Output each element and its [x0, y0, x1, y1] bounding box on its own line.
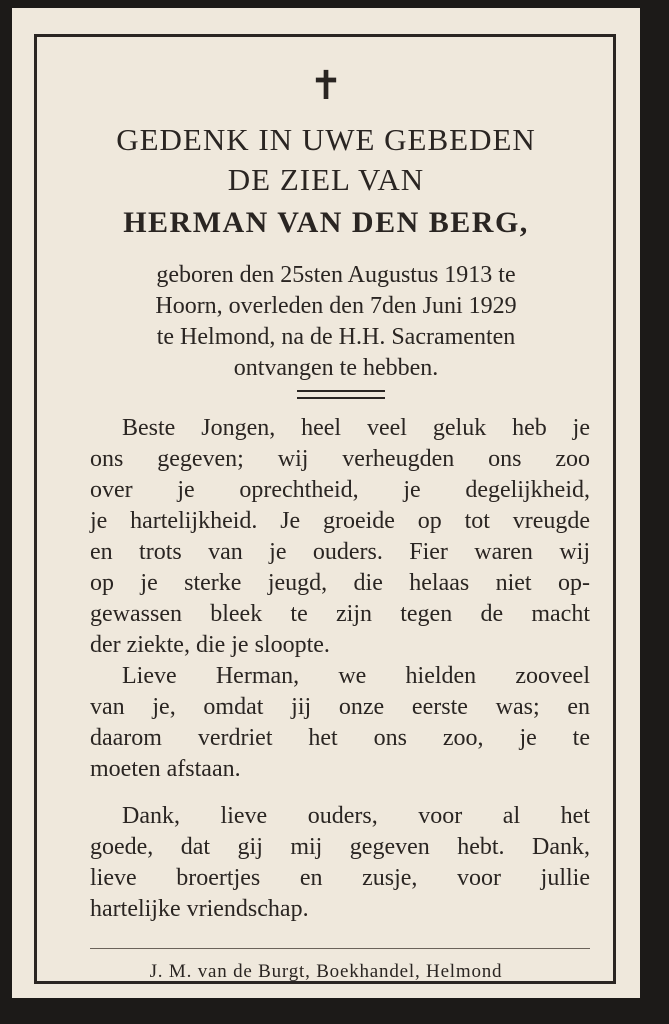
text-line: lieve broertjes en zusje, voor jullie	[90, 865, 590, 891]
text-line: Beste Jongen, heel veel geluk heb je	[122, 415, 590, 441]
text-line: hartelijke vriendschap.	[90, 896, 309, 922]
double-line-divider	[297, 390, 385, 399]
text-line: Dank, lieve ouders, voor al het	[122, 803, 590, 829]
text-line: daarom verdriet het ons zoo, je te	[90, 725, 590, 751]
text-line: Lieve Herman, we hielden zooveel	[122, 663, 590, 689]
deceased-name: HERMAN VAN DEN BERG,	[123, 206, 529, 239]
text-line: te Helmond, na de H.H. Sacramenten	[156, 324, 516, 350]
text-line: en trots van je ouders. Fier waren wij	[90, 539, 590, 565]
heading-line-1: GEDENK IN UWE GEBEDEN	[116, 122, 536, 157]
text-line: goede, dat gij mij gegeven hebt. Dank,	[90, 834, 590, 860]
text-line: geboren den 25sten Augustus 1913 te	[156, 262, 516, 288]
heading-line-2: DE ZIEL VAN	[227, 162, 425, 197]
paragraph-3	[90, 801, 590, 925]
text-line: op je sterke jeugd, die helaas niet op-	[90, 570, 590, 596]
footer-rule	[90, 948, 590, 949]
text-line: ons gegeven; wij verheugden ons zoo	[90, 446, 590, 472]
text-line: moeten afstaan.	[90, 756, 241, 782]
paragraph-2	[90, 661, 590, 785]
text-line: der ziekte, die je sloopte.	[90, 632, 330, 658]
text-line: over je oprechtheid, je degelijkheid,	[90, 477, 590, 503]
text-line: Hoorn, overleden den 7den Juni 1929	[155, 293, 517, 319]
printer-imprint: J. M. van de Burgt, Boekhandel, Helmond	[149, 961, 503, 982]
text-line: gewassen bleek te zijn tegen de macht	[90, 601, 590, 627]
text-line: ontvangen te hebben.	[233, 355, 439, 381]
text-line: je hartelijkheid. Je groeide op tot vreugde	[90, 508, 590, 534]
text-line: van je, omdat jij onze eerste was; en	[90, 694, 590, 720]
memorial-card	[12, 8, 640, 998]
cross-icon: ✝	[309, 63, 343, 109]
birth-death-details	[76, 260, 596, 384]
paragraph-1	[90, 413, 590, 661]
